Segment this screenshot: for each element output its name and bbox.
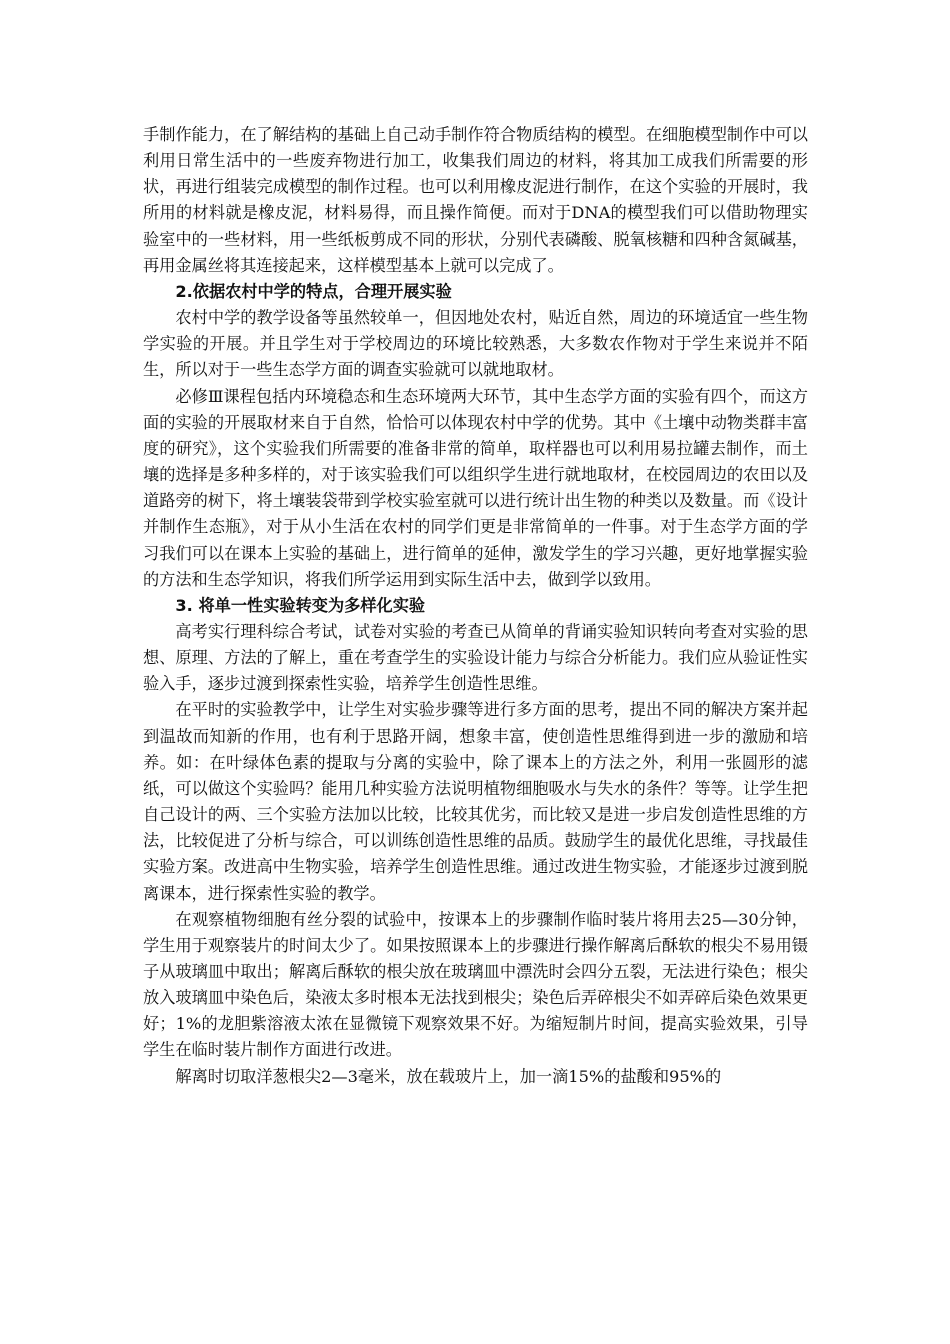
document-page (143, 122, 808, 1090)
paragraph-rural-conditions: 农村中学的教学设备等虽然较单一，但因地处农村，贴近自然，周边的环境适宜一些生物学实验的开展。并且学生对于学校周边的环境比较熟悉，大多数农作物对于学生来说并不陌生，所以对于一些生态学方面的调查实验就可以就地取材。 (143, 308, 808, 380)
paragraph-exam-requirements: 高考实行理科综合考试，试卷对实验的考查已从简单的背诵实验知识转向考查对实验的思想、原理、方法的了解上，重在考查学生的实验设计能力与综合分析能力。我们应从验证性实验入手，逐步过渡到探索性实验，培养学生创造性思维。 (143, 621, 808, 694)
paragraph-dissociation-step: 解离时切取洋葱根尖2—3毫米，放在载玻片上，加一滴15%的盐酸和95%的 (175, 1066, 722, 1086)
section-heading-rural-school: 2.依据农村中学的特点，合理开展实验 (175, 281, 452, 301)
paragraph-mitosis-experiment: 在观察植物细胞有丝分裂的试验中，按课本上的步骤制作临时装片将用去25—30分钟，学生用于观察装片的时间太少了。如果按照课本上的步骤进行操作解离后酥软的根尖不易用镊子从玻璃皿中取出；解离后酥软的根尖放在玻璃皿中漂洗时会四分五裂，无法进行染色；根尖放入玻璃皿中染色后，染液太多时根本无法找到根尖；染色后弄碎根尖不如弄碎后染色效果更好；1%的龙胆紫溶液太浓在显微镜下观察效果不好。为缩短制片时间，提高实验效果，引导学生在临时装片制作方面进行改进。 (143, 909, 808, 1060)
paragraph-ecology-experiments: 必修Ⅲ课程包括内环境稳态和生态环境两大环节，其中生态学方面的实验有四个，而这方面的实验的开展取材来自于自然，恰恰可以体现农村中学的优势。其中《土壤中动物类群丰富度的研究》，这个实验我们所需要的准备非常的简单，取样器也可以利用易拉罐去制作，而土壤的选择是多种多样的，对于该实验我们可以组织学生进行就地取材，在校园周边的农田以及道路旁的树下，将土壤装袋带到学校实验室就可以进行统计出生物的种类以及数量。而《设计并制作生态瓶》，对于从小生活在农村的同学们更是非常简单的一件事。对于生态学方面的学习我们可以在课本上实验的基础上，进行简单的延伸，激发学生的学习兴趣，更好地掌握实验的方法和生态学知识，将我们所学运用到实际生活中去，做到学以致用。 (143, 386, 808, 589)
paragraph-creative-thinking: 在平时的实验教学中，让学生对实验步骤等进行多方面的思考，提出不同的解决方案并起到温故而知新的作用，也有利于思路开阔，想象丰富，使创造性思维得到进一步的激励和培养。如：在叶绿体色素的提取与分离的实验中，除了课本上的方法之外，利用一张圆形的滤纸，可以做这个实验吗？能用几种实验方法说明植物细胞吸水与失水的条件？等等。让学生把自己设计的两、三个实验方法加以比较，比较其优劣，而比较又是进一步启发创造性思维的方法，比较促进了分析与综合，可以训练创造性思维的品质。鼓励学生的最优化思维，寻找最佳实验方案。改进高中生物实验，培养学生创造性思维。通过改进生物实验，才能逐步过渡到脱离课本，进行探索性实验的教学。 (143, 700, 808, 903)
paragraph-model-making: 手制作能力，在了解结构的基础上自己动手制作符合物质结构的模型。在细胞模型制作中可以利用日常生活中的一些废弃物进行加工，收集我们周边的材料，将其加工成我们所需要的形状，再进行组装完成模型的制作过程。也可以利用橡皮泥进行制作，在这个实验的开展时，我所用的材料就是橡皮泥，材料易得，而且操作简便。而对于DNA的模型我们可以借助物理实验室中的一些材料，用一些纸板剪成不同的形状，分别代表磷酸、脱氧核糖和四种含氮碱基，再用金属丝将其连接起来，这样模型基本上就可以完成了。 (143, 125, 808, 275)
section-heading-diversified-experiments: 3. 将单一性实验转变为多样化实验 (175, 595, 426, 615)
